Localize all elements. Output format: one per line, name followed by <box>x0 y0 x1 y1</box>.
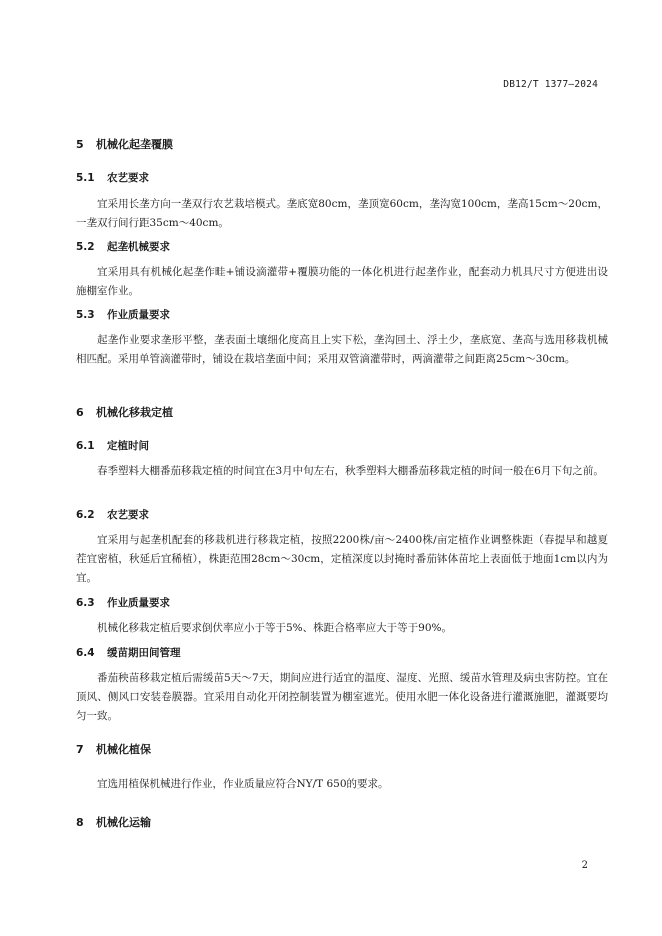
subsection-title: 定植时间 <box>107 440 149 452</box>
subsection-title: 缓苗期田间管理 <box>107 647 181 659</box>
subsection-title: 农艺要求 <box>107 172 149 184</box>
subsection-number: 5.1 <box>76 172 95 184</box>
paragraph: 起垄作业要求垄形平整，垄表面土壤细化度高且上实下松，垄沟回土、浮土少，垄底宽、垄高与选用移栽机械相匹配。采用单管滴灌带时，铺设在栽培垄面中间；采用双管滴灌带时，两滴灌带之间距离25cm～30cm。 <box>76 334 608 365</box>
paragraph: 机械化移栽定植后要求倒伏率应小于等于5%、株距合格率应大于等于90%。 <box>97 622 452 634</box>
section-heading <box>76 404 173 420</box>
subsection-number: 6.1 <box>76 440 95 452</box>
subsection-heading <box>76 595 170 610</box>
subsection-heading <box>76 307 170 322</box>
paragraph: 宜采用具有机械化起垄作畦+铺设滴灌带+覆膜功能的一体化机进行起垄作业，配套动力机具尺寸方便进出设施棚室作业。 <box>76 266 608 297</box>
section-title: 机械化移栽定植 <box>96 406 173 419</box>
paragraph: 宜采用与起垄机配套的移栽机进行移栽定植，按照2200株/亩～2400株/亩定植作业调整株距（春提早和越夏茬宜密植，秋延后宜稀植），株距范围28cm～30cm，定植深度以封掩时番茄钵体苗坨上表面低于地面1cm以内为宜。 <box>76 534 608 584</box>
subsection-heading <box>76 170 149 185</box>
subsection-heading <box>76 239 170 254</box>
section-title: 机械化运输 <box>96 816 151 829</box>
subsection-title: 作业质量要求 <box>107 597 170 609</box>
subsection-heading <box>76 438 149 453</box>
paragraph: 春季塑料大棚番茄移栽定植的时间宜在3月中旬左右，秋季塑料大棚番茄移栽定植的时间一般在6月下旬之前。 <box>97 465 604 477</box>
subsection-title: 起垄机械要求 <box>107 241 170 253</box>
section-number: 7 <box>76 743 84 756</box>
section-number: 5 <box>76 138 84 151</box>
section-heading <box>76 814 151 830</box>
paragraph: 宜选用植保机械进行作业，作业质量应符合NY/T 650的要求。 <box>97 778 389 790</box>
subsection-heading <box>76 645 181 660</box>
subsection-title: 农艺要求 <box>107 509 149 521</box>
section-title: 机械化起垄覆膜 <box>96 138 173 151</box>
section-number: 6 <box>76 406 84 419</box>
subsection-number: 5.2 <box>76 241 95 253</box>
section-heading <box>76 136 173 152</box>
subsection-title: 作业质量要求 <box>107 309 170 321</box>
section-heading <box>76 741 151 757</box>
page-number: 2 <box>581 860 588 871</box>
subsection-number: 6.2 <box>76 509 95 521</box>
subsection-heading <box>76 507 149 522</box>
paragraph: 宜采用长垄方向一垄双行农艺栽培模式。垄底宽80cm，垄顶宽60cm，垄沟宽100cm，垄高15cm～20cm，一垄双行间行距35cm～40cm。 <box>76 198 608 229</box>
section-title: 机械化植保 <box>96 743 151 756</box>
subsection-number: 6.4 <box>76 647 95 659</box>
subsection-number: 6.3 <box>76 597 95 609</box>
subsection-number: 5.3 <box>76 309 95 321</box>
document-id: DB12/T 1377—2024 <box>503 79 598 90</box>
paragraph: 番茄秧苗移栽定植后需缓苗5天～7天，期间应进行适宜的温度、湿度、光照、缓苗水管理及病虫害防控。宜在顶风、侧风口安装卷膜器。宜采用自动化开闭控制装置为棚室遮光。使用水肥一体化设备进行灌溉施肥，灌溉要均匀一致。 <box>76 672 608 722</box>
section-number: 8 <box>76 816 84 829</box>
